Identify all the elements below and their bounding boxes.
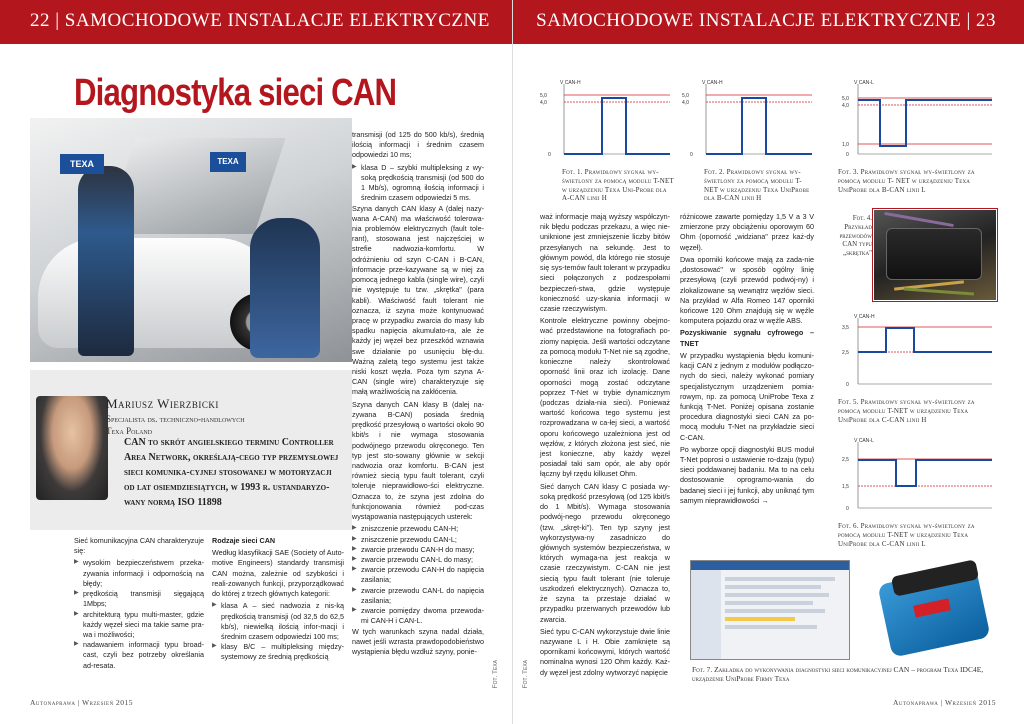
author-role-line2: Texa Poland	[106, 425, 153, 436]
col2-heading: Rodzaje sieci CAN	[212, 536, 276, 545]
author-role-line1: Specjalista ds. techniczno-handlowych	[106, 414, 245, 424]
col3-paragraph-3: W tych warunkach szyna nadal działa, nawet jeśli wzrasta prawdopodobieństwo wystąpienia błędu wzdłuż szyny, ponie-	[352, 626, 484, 656]
col5-paragraph-3: W przypadku wystąpienia błędu komuni-kacji CAN z jednym z modułów podłączo-nych do sieci, należy wykonać pomiary specjalistycznym urządzeniem pomia-rowym, np. za pomocą UniProbe Texa z funkcją T-Net. Poniżej opisana zostanie procedura diagnostyki sieci CAN za po-mocą modułu T-Net na przykładzie sieci C-CAN.	[680, 350, 814, 442]
figure-2-caption: Fot. 2. Prawidłowy sygnał wy-świetlony za pomocą modułu T- NET w urządzeniu Texa UniProbe dla B-CAN linii H	[704, 168, 810, 203]
list-item: ▶ klasy B/C – multipleksing między-systemowy ze średnią prędkością	[212, 642, 344, 662]
list-item: ▶ architekturą typu multi-master, gdzie każdy węzeł sieci ma takie same pra-wa i możliwości;	[74, 610, 204, 641]
col4-paragraph-1: waż informacje mają wyższy współczyn-nik błędu podczas przekazu, a więc nie-uniknione jest zmniejszenie liczby bitów przesyłanych na sekundę. Jest to głównym powód, dla którego nie stosuje się sys-temów fault tolerant w przypadku sieci połączonych z podzespołami bezpieczeń-stwa, gdzie występuje konieczność uzy-skania informacji w czasie rzeczywistym.	[540, 212, 670, 313]
figure-4-caption: Fot. 4. Przykład przewodów CAN typu „skrętka"	[839, 214, 872, 257]
col2-list	[212, 601, 344, 662]
texa-software-screenshot	[690, 560, 850, 660]
header-left: 22 | SAMOCHODOWE INSTALACJE ELEKTRYCZNE	[30, 10, 490, 31]
figure-6-caption: Fot. 6. Prawidłowy sygnał wy-świetlony za pomocą modułu T-NET w urządzeniu Texa UniProbe dla C-CAN linii L	[838, 522, 975, 548]
fig2-tick-1: 4,0	[682, 100, 689, 106]
list-item: ▶ zniszczenie przewodu CAN-H;	[352, 524, 484, 534]
header-right: SAMOCHODOWE INSTALACJE ELEKTRYCZNE | 23	[536, 10, 996, 31]
col3-list-b	[352, 524, 484, 626]
fig5-axis: V CAN-H	[854, 314, 875, 320]
col5-paragraph-1: różnicowe zawarte pomiędzy 1,5 V a 3 V zmierzone przy obciążeniu oporowym 60 Ohm (oporność „widziana" przez każ-dy węzeł).	[680, 212, 814, 252]
figure-5-signal	[836, 312, 996, 396]
fig2-axis: V CAN-H	[702, 80, 723, 86]
uniprobe-device-photo	[870, 560, 1000, 660]
list-item: ▶ klasa A – sieć nadwozia z nis-ką prędkością transmisji (od 32,5 do 62,5 kb/s), niewielką ilością infor-macji i średnim czasem odpowiedzi 100 ms;	[212, 601, 344, 642]
fig5-tick-2: 0	[846, 382, 849, 388]
list-item: ▶ zwarcie przewodu CAN-H do napięcia zasilania;	[352, 565, 484, 585]
col3-paragraph-2: Szyna danych CAN klasy B (dalej na-zywana B-CAN) posiada średnią prędkość przesyłową o wartości około 90 kbit/s i nie wymaga stosowania podwójnego przewodu okręconego. Ten typ jest sto-sowany głównie w sekcji nadwozia oraz komfortu. B-CAN jest również siecią typu fault tolerant, czyli toleruje nieprawidłowo-ści elektryczne. Oznacza to, że szyna jest zdolna do funkcjonowania również pod-czas wystąpowania następujących usterek:	[352, 399, 484, 522]
mechanics-photo	[30, 118, 352, 362]
fig6-tick-2: 0	[846, 506, 849, 512]
author-photo	[36, 396, 108, 500]
col5-paragraph-2: Dwa oporniki końcowe mają za zada-nie „dostosować" w sposób ogólny linię przesyłową (czyli przewód podwój-ny) i zlokalizowane są wewnątrz węzłów sieci. Na przykład w Alfa Romeo 147 oporniki końcowe 120 Ohm znajdują się w węźle komputera pojazdu oraz w węźle ABS.	[680, 254, 814, 326]
col4-paragraph-2: Kontrole elektryczne powinny obejmo-wać przedstawione na fotografiach po-ziomy napięcia. Jeśli wartości odczytane za pomocą modułu T-Net nie są zgodne, konieczne należy skontrolować oporność linii oraz ich izolację. Dane oporności mogą zostać odczytane poprzez T-Net w trybie dynamicznym (podczas działa-nia sieci). Ponieważ wartość końcowa tego systemu jest rozprowadzana w ca-łej sieci, a wartość oporu końcowego uzależniona jest od węzłów, z których złożona jest sieć, nie jest konieczne, aby każdy węzeł posiadał taki sam opór, ale aby opór łączny był rzędu kilkuset Ohm.	[540, 316, 670, 479]
list-item: ▶ zwarcie pomiędzy dwoma przewoda-mi CAN-H i CAN-L.	[352, 606, 484, 626]
column-1	[74, 536, 204, 671]
photo-credit-2: Fot. Texa	[522, 660, 529, 689]
fig1-tick-0: 5,0	[540, 93, 547, 99]
figure-4-frame	[872, 208, 998, 302]
fig5-tick-1: 2,5	[842, 350, 849, 356]
col1-list	[74, 558, 204, 670]
figure-5-caption: Fot. 5. Prawidłowy sygnał wy-świetlony za pomocą modułu T-NET w urządzeniu Texa UniProbe dla C-CAN linii H	[838, 398, 975, 424]
page-gutter	[512, 0, 513, 724]
list-item: ▶ zniszczenie przewodu CAN-L;	[352, 535, 484, 545]
author-name: Mariusz Wierzbicki	[106, 396, 219, 411]
list-item: ▶ klasa D – szybki multipleksing z wy-soką prędkością transmisji (od 500 do 1 Mb/s), ogromną ilością informacji i średnim czasem odpowiedzi 5 ms.	[352, 163, 484, 204]
article-title: Diagnostyka sieci CAN	[74, 72, 397, 114]
column-2	[212, 536, 344, 663]
figure-3-caption: Fot. 3. Prawidłowy sygnał wy-świetlony za pomocą modułu T- NET w urządzeniu Texa UniProbe dla B-CAN linii L	[838, 168, 975, 194]
col4-paragraph-3: Sieć danych CAN klasy C posiada wy-soką prędkość przesyłową (od 125 kbit/s do 1 Mbit/s). Wymaga stosowania podwój-nego przewodu okręconego (tzw. „skręt-ki"). Ten typ szyny jest wykorzystywa-ny zasadniczo do głównych systemów bezpieczeństwa, w których wymaga-na jest reakcja w czasie rzeczywistym. C-CAN nie jest siecią typu fault tolerant (nie toleruje uszkodzeń elektrycznych). Oznacza to, że szyna ta przestaje działać w przypadku przerwanych przewodów lub zwarcia.	[540, 481, 670, 624]
column-4	[540, 212, 670, 680]
col4-paragraph-4: Sieć typu C-CAN wykorzystuje dwie linie nazywane L i H. Obie zamknięte są opornikami końcowymi, których wartość nominalna wynosi 120 Ohm każdy. Każ-dy węzeł jest zdolny wytworzyć napięcie	[540, 626, 670, 677]
fig6-tick-1: 1,5	[842, 484, 849, 490]
fig6-tick-0: 2,5	[842, 457, 849, 463]
list-item: ▶ prędkością transmisji sięgającą 1Mbps;	[74, 589, 204, 609]
fig3-tick-2: 1,0	[842, 142, 849, 148]
list-item: ▶ zwarcie przewodu CAN-H do masy;	[352, 545, 484, 555]
fig5-tick-0: 3,5	[842, 325, 849, 331]
col3-paragraph-1: Szyna danych CAN klasy A (dalej nazy-wana A-CAN) ma właściwość tolerowa-nia problemów elektrycznych (fault tole-rant), stosowana jest najczęściej w strefie nadwozia-komfortu. W odróżnieniu od szyn C-CAN i B-CAN, informacje prze-kazywane są w niej za pomocą jednego kabla (single wire), czyli nie występuje tu tzw. „skrętka" (para kabli). Właściwość fault tolerant nie oznacza, iż szyna może kontynuować pracę w przypadku zwarcia do masy lub spadku napięcia akumulato-ra, ale że każdy jej węzeł bez przeszkód wznawia swe działanie po usunięciu błę-du. Ważną zaletą tego systemu jest także niski koszt węzła. Poza tym szyna A-CAN (single wire) charakteryzuje się małą wrażliwością na zakłócenia.	[352, 203, 484, 397]
fig1-axis: V CAN-H	[560, 80, 581, 86]
author-role	[106, 414, 306, 437]
fig3-axis: V CAN-L	[854, 80, 874, 86]
list-item: ▶ zwarcie przewodu CAN-L do masy;	[352, 555, 484, 565]
fig3-tick-0: 5,0	[842, 96, 849, 102]
column-3	[352, 130, 484, 659]
photo-banner-2: TEXA	[210, 152, 246, 172]
list-item: ▶ wysokim bezpieczeństwem przeka-zywania informacji i odpornością na błędy;	[74, 558, 204, 589]
fig1-tick-2: 0	[548, 152, 551, 158]
fig2-tick-2: 0	[690, 152, 693, 158]
fig2-tick-0: 5,0	[682, 93, 689, 99]
col3-paragraph-0: transmisji (od 125 do 500 kb/s), średnią ilością informacji i średnim czasem odpowiedzi 10 ms;	[352, 130, 484, 160]
figure-1-signal	[534, 76, 674, 166]
figure-2-signal	[676, 76, 816, 166]
fig6-axis: V CAN-L	[854, 438, 874, 444]
fig3-tick-3: 0	[846, 152, 849, 158]
lead-paragraph: CAN to skrót angielskiego terminu Controller Area Network, określają-cego typ przemysłowej sieci komunika-cyjnej stosowanej w motoryzacji od lat osiemdziesiątych, w 1993 r. ustandaryzo-wany normą ISO 11898	[124, 437, 339, 508]
photo-banner-1: TEXA	[60, 154, 104, 174]
figure-7-caption: Fot. 7. Zakładka do wykonywania diagnostyki sieci komunikacyjnej CAN – program Texa IDC4E, urządzenie UniProbe Firmy Texa	[692, 665, 984, 684]
list-item: ▶ nadawaniem informacji typu broad-cast, czyli bez potrzeby określania ad-resata.	[74, 640, 204, 671]
col5-paragraph-4: Po wyborze opcji diagnostyki BUS moduł T-Net poprosi o ustawienie ro-dzaju (typu) sieci poddawanej badaniu. Ma to na celu dostosowanie oprogramo-wania do badanej sieci i jej funkcji, aby uniknąć tym samym nieprawidłowości →	[680, 444, 814, 505]
photo-credit-1: Fot. Texa	[492, 660, 499, 689]
col3-list-a	[352, 163, 484, 204]
figure-3-signal	[836, 76, 996, 166]
col2-paragraph: Według klasyfikacji SAE (Society of Auto-motive Engineers) standardy transmisji CAN można, zależnie od szybkości i reali-zowanych funkcji, przyporządkować do której z trzech głównych kategorii:	[212, 548, 344, 599]
fig3-tick-1: 4,0	[842, 103, 849, 109]
footer-right: Autonaprawa | Wrzesień 2015	[892, 698, 996, 707]
fig1-tick-1: 4,0	[540, 100, 547, 106]
column-5	[680, 212, 814, 508]
figure-1-caption: Fot. 1. Prawidłowy sygnał wy-świetlony za pomocą modułu T-NET w urządzeniu Texa Uni-Probe dla A-CAN linii H	[562, 168, 674, 203]
figure-6-signal	[836, 436, 996, 520]
col5-heading: Pozyskiwanie sygnału cyfrowego – TNET	[680, 328, 814, 348]
footer-left: Autonaprawa | Wrzesień 2015	[30, 698, 134, 707]
col1-intro: Sieć komunikacyjna CAN charakteryzuje się:	[74, 536, 204, 556]
list-item: ▶ zwarcie przewodu CAN-L do napięcia zasilania;	[352, 586, 484, 606]
